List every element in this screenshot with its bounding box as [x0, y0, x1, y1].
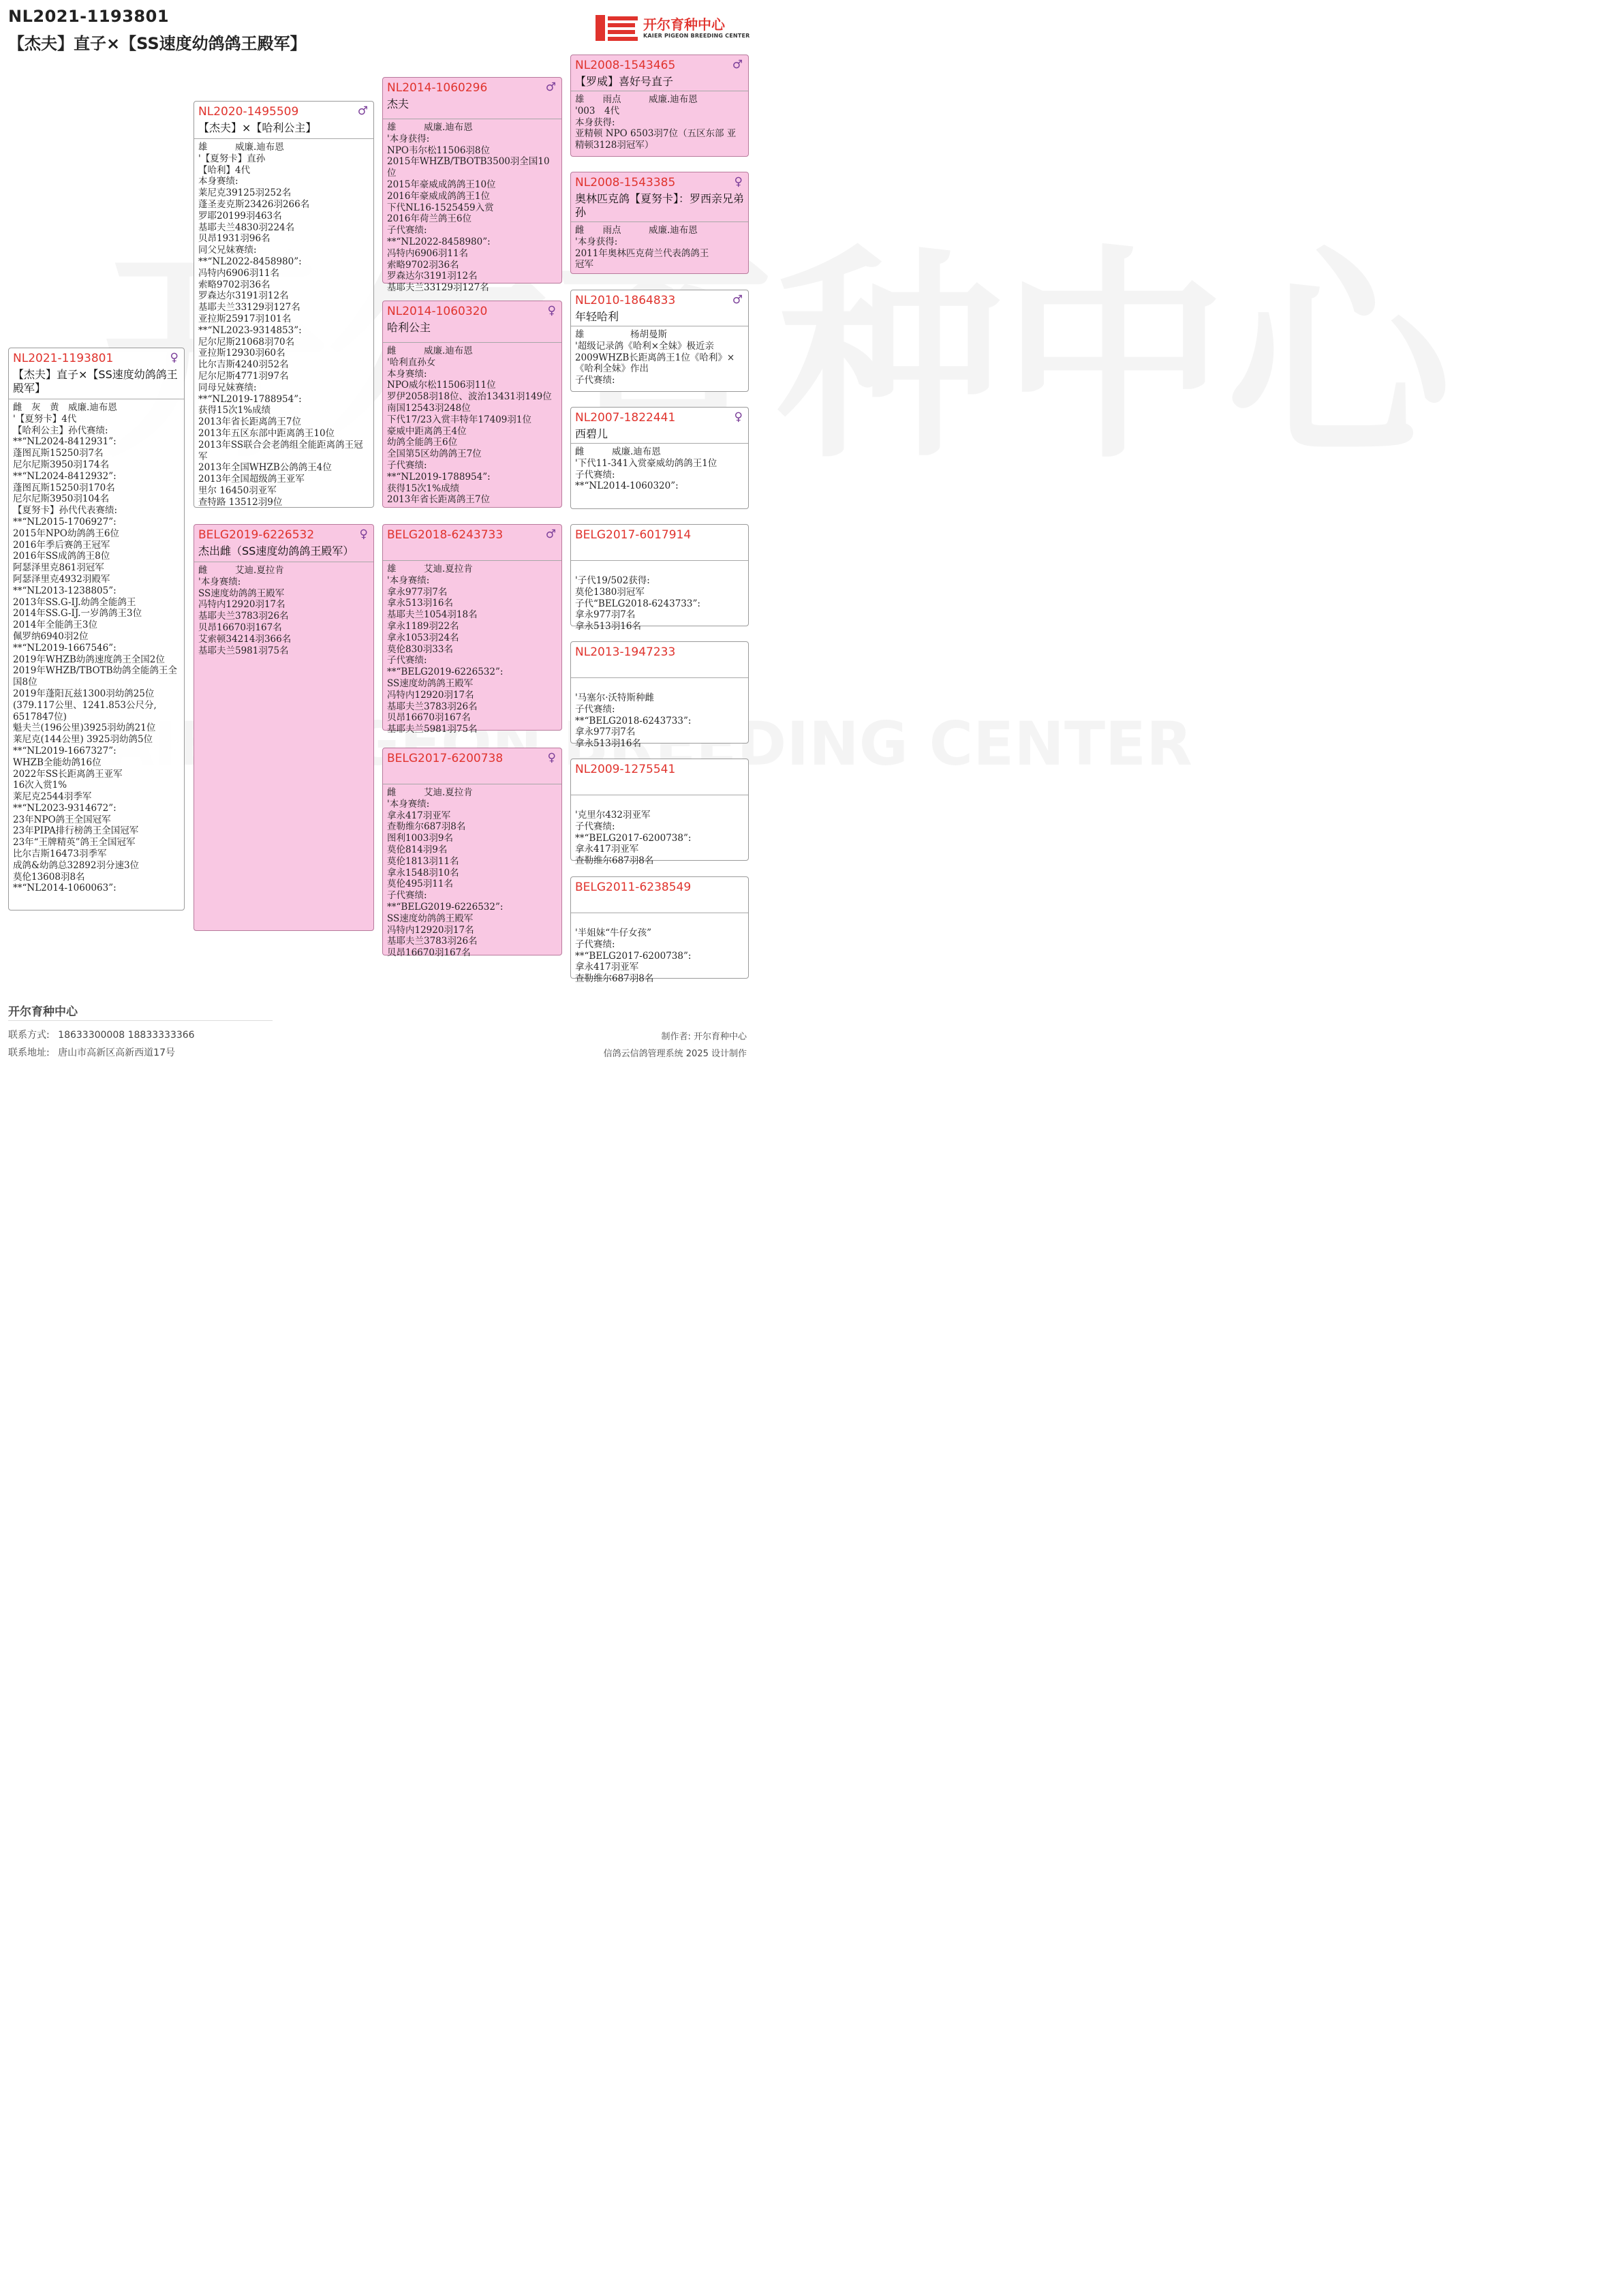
record-line: 尼尔尼斯4771羽97名 — [198, 370, 289, 382]
record-line: 子代赛绩: — [387, 890, 427, 902]
record-line: 2016年SS成鸽鸽王8位 — [13, 551, 110, 562]
pigeon-name — [383, 767, 561, 784]
card-sdd[interactable] — [570, 407, 749, 509]
record-line: '子代19/502获得: — [575, 575, 650, 586]
record-line: 索略9702羽36名 — [387, 259, 459, 271]
record-line: 2015年NPO幼鸽鸽王6位 — [13, 527, 119, 539]
record-line: 子代赛绩: — [387, 655, 427, 667]
card-sd[interactable] — [382, 301, 562, 508]
record-line: 莱尼克39125羽252名 — [198, 187, 292, 199]
ring-number: NL2013-1947233 — [575, 645, 676, 659]
record-line: 基耶夫兰4830羽224名 — [198, 221, 295, 233]
record-line: '哈利直孙女 — [387, 356, 436, 368]
record-line: 子代赛绩: — [387, 459, 427, 471]
record-line: 佩罗纳6940羽2位 — [13, 630, 89, 642]
pigeon-name — [571, 778, 748, 795]
ring-number: NL2008-1543465 — [575, 59, 676, 72]
record-line: 查勒维尔687羽8名 — [575, 973, 654, 985]
record-line: '超级记录鸽《哈利×全妹》极近亲2009WHZB长距离鸽王1位《哈利》×《哈利全妹》作出 — [575, 340, 735, 375]
record-line: 拿永977羽7名 — [387, 586, 448, 598]
record-line: 幼鸽全能鸽王6位 — [387, 437, 458, 448]
record-line: '半姐妹“牛仔女孩” — [575, 928, 652, 938]
card-dds[interactable] — [570, 759, 749, 867]
record-line: **“NL2022-8458980”: — [198, 256, 302, 267]
record-line: 拿永977羽7名 — [575, 726, 636, 738]
record-line: 全国第5区幼鸽鸽王7位 — [387, 448, 482, 460]
pigeon-name — [383, 543, 561, 560]
record-line: 查勒维尔687羽8名 — [575, 855, 654, 867]
record-line: 同父兄妹赛绩: — [198, 245, 257, 256]
record-line: '本身赛绩: — [387, 575, 430, 586]
record-line: 莱尼克(144公里) 3925羽幼鸽5位 — [13, 734, 153, 746]
record-line: 子代“BELG2018-6243733”: — [575, 598, 700, 609]
record-line: 2013年SS.G-IJ.幼鸽全能鸽王 — [13, 596, 136, 608]
card-dd[interactable] — [382, 748, 562, 959]
record-line: 16次入赏1% — [13, 780, 67, 791]
female-icon: ♀ — [734, 410, 743, 424]
record-line: 2013年省长距离鸽王7位 — [198, 416, 301, 428]
card-dam[interactable] — [194, 524, 374, 931]
record-line: 魁夫兰(196公里)3925羽幼鸽21位 — [13, 722, 156, 734]
record-line: 2016年荷兰鸽王6位 — [387, 213, 472, 225]
ring-number: NL2008-1543385 — [575, 176, 676, 189]
record-line: 拿永417羽亚军 — [575, 962, 639, 973]
record-line: 【哈利公主】孙代赛绩: — [13, 425, 108, 436]
footer-address — [8, 1045, 175, 1059]
record-line: '马塞尔·沃特斯种雌 — [575, 692, 655, 703]
pigeon-name: 【杰夫】×【哈利公主】 — [198, 121, 317, 134]
record-line: 比尔吉斯4240羽52名 — [198, 359, 289, 371]
ring-number: BELG2019-6226532 — [198, 528, 315, 542]
record-line: '本身赛绩: — [387, 798, 430, 810]
pigeon-info: 雄 威廉.迪布恩 — [387, 122, 473, 133]
female-icon: ♀ — [359, 527, 368, 541]
record-line: 查勒维尔687羽8名 — [387, 821, 466, 833]
record-line: 同母兄妹赛绩: — [198, 382, 257, 393]
record-line: 获得15次1%成绩 — [387, 483, 460, 494]
record-line: 23年“王牌精英”鸽王全国冠军 — [13, 837, 136, 848]
record-line: 查特路 13512羽9位 — [198, 496, 283, 508]
record-line: **“BELG2019-6226532”: — [387, 901, 504, 913]
record-line: 拿永513羽16名 — [575, 738, 641, 750]
pigeon-info: 雌 威廉.迪布恩 — [575, 446, 661, 457]
pigeon-info: 雌 灰 黄 威廉.迪布恩 — [13, 402, 117, 413]
record-line: 阿瑟泽里克4932羽殿军 — [13, 573, 110, 585]
pigeon-name: 西碧儿 — [575, 427, 608, 440]
record-line: 子代赛绩: — [387, 225, 427, 236]
contact-label: 联系方式: — [8, 1030, 50, 1041]
logo-name-en: KAIER PIGEON BREEDING CENTER — [643, 33, 750, 39]
record-line: 冯特内6906羽11名 — [198, 267, 280, 279]
record-line: 2022年SS长距离鸽王亚军 — [13, 768, 123, 780]
record-line: '【夏努卡】直孙 — [198, 153, 266, 164]
female-icon: ♀ — [734, 175, 743, 189]
record-line: 莫伦13608羽8名 — [13, 871, 85, 883]
record-line: **“NL2022-8458980”: — [387, 236, 491, 247]
record-line: 尼尔尼斯3950羽104名 — [13, 493, 110, 505]
card-sds[interactable] — [570, 290, 749, 392]
record-line: WHZB全能幼鸽16位 — [13, 756, 102, 768]
record-line: 子代赛绩: — [575, 703, 615, 715]
record-line: 拿永417羽亚军 — [387, 810, 451, 821]
record-line: 冯特内12920羽17名 — [387, 924, 474, 936]
record-line: 拿永1548羽10名 — [387, 867, 459, 878]
record-line: **“NL2013-1238805”: — [13, 585, 117, 596]
record-line: SS速度幼鸽鸽王殿军 — [387, 913, 474, 924]
male-icon: ♂ — [357, 104, 368, 118]
record-line: 莫伦814羽9名 — [387, 844, 448, 855]
ring-number: NL2020-1495509 — [198, 105, 299, 119]
pigeon-name — [571, 896, 748, 913]
record-line: 尼尔尼斯21068羽70名 — [198, 336, 295, 348]
record-line: 2019年蓬阳瓦兹1300羽幼鸽25位(379.117公里、1241.853公尺分, 6517847位) — [13, 688, 157, 722]
ring-number: NL2009-1275541 — [575, 763, 676, 776]
record-line: '本身获得: — [387, 133, 430, 144]
record-line: 拿永977羽7名 — [575, 609, 636, 621]
pigeon-info — [575, 916, 744, 928]
record-line: '003 4代 — [575, 105, 620, 117]
record-line: 莫伦830羽33名 — [387, 643, 453, 655]
record-line: **“NL2015-1706927”: — [13, 516, 117, 527]
record-line: 亚拉斯12930羽60名 — [198, 348, 285, 359]
record-line: 下代17/23入赏丰特年17409羽1位 — [387, 414, 531, 425]
card-dsd[interactable] — [570, 641, 749, 750]
record-line: **“BELG2017-6200738”: — [575, 950, 692, 962]
record-line: SS速度幼鸽鸽王殿军 — [387, 677, 474, 689]
pigeon-info: 雌 艾迪.夏拉肯 — [387, 787, 473, 798]
record-line: **“NL2023-9314672”: — [13, 802, 117, 814]
logo-mark-icon — [593, 12, 640, 42]
footer-system: 信鸽云信鸽管理系统 2025 设计制作 — [603, 1049, 747, 1059]
address-value: 唐山市高新区高新西道17号 — [58, 1047, 175, 1058]
record-line: 2013年省长距离鸽王7位 — [387, 494, 490, 506]
male-icon: ♂ — [732, 58, 743, 72]
record-line: 2014年全能鸽王3位 — [13, 619, 97, 631]
card-dss[interactable] — [570, 524, 749, 632]
record-line: 莫伦1813羽11名 — [387, 855, 459, 867]
record-line: **“NL2019-1667546”: — [13, 642, 117, 654]
contact-value[interactable]: 18633300008 18833333366 — [58, 1030, 195, 1041]
record-line: 子代赛绩: — [575, 938, 615, 950]
record-line: 基耶夫兰5981羽75名 — [198, 645, 289, 656]
record-line: '【夏努卡】4代 — [13, 413, 77, 425]
record-line: 子代赛绩: — [575, 375, 615, 386]
record-line: 贝昂16670羽167名 — [387, 712, 471, 724]
record-line: 蓬图瓦斯15250羽7名 — [13, 448, 104, 459]
record-line: **“NL2023-9314853”: — [198, 324, 302, 336]
record-line: SS速度幼鸽鸽王殿军 — [198, 587, 285, 599]
record-line: 南国12543羽248位 — [387, 402, 471, 414]
pigeon-info — [575, 798, 744, 810]
female-icon: ♀ — [547, 304, 556, 318]
record-line: 2014年SS.G-IJ.一岁鸽鸽王3位 — [13, 608, 142, 619]
record-line: 莫伦1380羽冠军 — [575, 586, 645, 598]
record-line: **“NL2024-8412932”: — [13, 470, 117, 482]
pedigree-page — [0, 0, 755, 1068]
record-line: 基耶夫兰3783羽26名 — [387, 936, 478, 947]
female-icon: ♀ — [547, 751, 556, 765]
pigeon-info: 雄 杨胡曼斯 — [575, 329, 667, 340]
record-line: 本身获得: — [575, 117, 615, 128]
record-line: 基耶夫兰33129羽127名 — [198, 302, 300, 313]
pigeon-info — [575, 564, 744, 575]
pigeon-info: 雄 雨点 威廉.迪布恩 — [575, 94, 698, 105]
record-line: 冯特内12920羽17名 — [198, 599, 285, 611]
record-line: **“NL2014-1060063”: — [13, 883, 117, 894]
record-line: 尼尔尼斯3950羽174名 — [13, 459, 110, 470]
record-line: 阿瑟泽里克861羽冠军 — [13, 562, 104, 574]
pigeon-name — [571, 543, 748, 560]
record-line: 里尔 16450羽亚军 — [198, 485, 277, 496]
record-line: 冯特内12920羽17名 — [387, 689, 474, 701]
ring-number: NL2007-1822441 — [575, 411, 676, 425]
ring-number: NL2010-1864833 — [575, 294, 676, 307]
record-line: 2019年WHZB/TBOTB幼鸽全能鸽王全国8位 — [13, 665, 178, 688]
record-line: 亚精顿 NPO 6503羽7位（五区东部 亚精顿3128羽冠军） — [575, 128, 737, 151]
record-line: 蓬圣麦克斯23426羽266名 — [198, 198, 310, 210]
pigeon-name — [571, 660, 748, 677]
ring-number: BELG2018-6243733 — [387, 528, 504, 542]
record-line: 拿永1053羽24名 — [387, 632, 459, 643]
record-line: 子代赛绩: — [575, 469, 615, 480]
record-line: NPO韦尔松11506羽8位 — [387, 144, 490, 156]
male-icon: ♂ — [545, 527, 556, 541]
pigeon-info: 雄 威廉.迪布恩 — [198, 142, 284, 153]
record-line: 2016年豪威成鸽鸽王1位 — [387, 190, 490, 202]
record-line: 罗耶20199羽463名 — [198, 210, 282, 221]
record-line: 基耶夫兰5981羽75名 — [387, 724, 478, 735]
pigeon-info — [575, 681, 744, 692]
pigeon-name: 奥林匹克鸽【夏努卡】：罗西亲兄弟孙 — [575, 192, 745, 219]
pigeon-info: 雌 艾迪.夏拉肯 — [198, 565, 284, 576]
record-line: '本身赛绩: — [198, 576, 241, 587]
card-subject[interactable] — [8, 348, 185, 910]
record-line: **“NL2014-1060320”: — [575, 480, 679, 492]
address-label: 联系地址: — [8, 1047, 50, 1058]
record-line: 拿永513羽16名 — [575, 621, 641, 632]
record-line: 2013年五区东部中距离鸽王10位 — [198, 427, 335, 439]
record-line: 蓬图瓦斯15250羽170名 — [13, 482, 115, 493]
record-line: 23年NPO鸽王全国冠军 — [13, 814, 111, 825]
header-title: 【杰夫】直子×【SS速度幼鸽鸽王殿军】 — [8, 34, 307, 53]
record-line: 豪威中距离鸽王4位 — [387, 425, 467, 437]
record-line: 基耶夫兰33129羽127名 — [387, 282, 489, 294]
record-line: 子代赛绩: — [575, 821, 615, 832]
record-line: 贝昂16670羽167名 — [387, 947, 471, 959]
card-sss[interactable] — [570, 55, 749, 157]
record-line: **“NL2019-1788954”: — [387, 471, 491, 483]
record-line: '本身获得: — [575, 236, 618, 247]
record-line: 23年PIPA排行榜鸽王全国冠军 — [13, 825, 139, 837]
pigeon-info: 雌 雨点 威廉.迪布恩 — [575, 225, 698, 236]
card-ddd[interactable] — [570, 876, 749, 985]
card-ssd[interactable] — [570, 172, 749, 274]
pigeon-name: 【杰夫】直子×【SS速度幼鸽鸽王殿军】 — [13, 368, 178, 395]
record-line: **“BELG2017-6200738”: — [575, 832, 692, 844]
footer-contact — [8, 1028, 195, 1041]
record-line: 获得15次1%成绩 — [198, 405, 271, 416]
record-line: 基耶夫兰1054羽18名 — [387, 609, 478, 621]
record-line: 图利1003羽9名 — [387, 833, 453, 844]
record-line: 基耶夫兰3783羽26名 — [387, 701, 478, 712]
card-ss[interactable] — [382, 77, 562, 294]
pigeon-name: 杰夫 — [387, 97, 409, 110]
record-line: 冠军 — [575, 259, 593, 271]
record-line: 【夏努卡】孙代代表赛绩: — [13, 505, 118, 517]
record-line: 基耶夫兰3783羽26名 — [198, 611, 289, 622]
card-ds[interactable] — [382, 524, 562, 735]
ring-number: NL2014-1060320 — [387, 305, 488, 318]
record-line: 本身赛绩: — [387, 368, 427, 380]
record-line: '克里尔432羽亚军 — [575, 810, 651, 821]
male-icon: ♂ — [545, 80, 556, 94]
record-line: 贝昂1931羽96名 — [198, 233, 270, 245]
ring-number: BELG2011-6238549 — [575, 881, 692, 894]
record-line: 艾索顿34214羽366名 — [198, 633, 292, 645]
ring-number: BELG2017-6200738 — [387, 752, 504, 765]
footer-title: 开尔育种中心 — [8, 1005, 78, 1019]
ring-number: NL2014-1060296 — [387, 81, 488, 95]
female-icon: ♀ — [170, 351, 179, 365]
record-line: 莫伦495羽11名 — [387, 878, 453, 890]
record-line: 索略9702羽36名 — [198, 279, 270, 290]
record-line: 2013年全国WHZB公鸽鸽王4位 — [198, 462, 332, 474]
record-line: 2019年WHZB幼鸽速度鸽王全国2位 — [13, 654, 165, 665]
pigeon-name: 杰出雌（SS速度幼鸽鸽王殿军） — [198, 545, 354, 557]
record-line: **“BELG2018-6243733”: — [575, 715, 692, 726]
pigeon-name: 哈利公主 — [387, 321, 431, 334]
header-ring: NL2021-1193801 — [8, 7, 170, 26]
ring-number: BELG2017-6017914 — [575, 528, 692, 542]
male-icon: ♂ — [732, 293, 743, 307]
card-sire[interactable] — [194, 101, 374, 508]
record-line: NPO威尔松11506羽11位 — [387, 380, 496, 391]
record-line: 2013年全国超级鸽王亚军 — [198, 474, 305, 485]
record-line: 罗伊2058羽18位、波治13431羽149位 — [387, 391, 552, 403]
logo — [593, 12, 749, 45]
record-line: 2015年WHZB/TBOTB3500羽全国10位 — [387, 156, 550, 179]
record-line: 比尔吉斯16473羽季军 — [13, 848, 107, 860]
record-line: 2015年豪威成鸽鸽王10位 — [387, 179, 496, 190]
footer-maker: 制作者: 开尔育种中心 — [661, 1032, 747, 1042]
record-line: 亚拉斯25917羽101名 — [198, 313, 292, 324]
record-line: 冯特内6906羽11名 — [387, 247, 469, 259]
record-line: 2016年季后赛鸽王冠军 — [13, 539, 110, 551]
record-line: **“BELG2019-6226532”: — [387, 667, 504, 678]
record-line: 本身赛绩: — [198, 176, 238, 187]
record-line: 2013年SS联合会老鸽组全能距离鸽王冠军 — [198, 439, 363, 462]
record-line: 拿永417羽亚军 — [575, 844, 639, 855]
record-line: 拿永1189羽22名 — [387, 620, 459, 632]
logo-name-cn: 开尔育种中心 — [643, 16, 725, 33]
record-line: 莱尼克2544羽季军 — [13, 791, 92, 803]
pigeon-name: 【罗威】喜好号直子 — [575, 75, 674, 88]
pigeon-info: 雌 威廉.迪布恩 — [387, 346, 473, 356]
record-line: **“NL2019-1788954”: — [198, 393, 302, 405]
record-line: '下代11-341入赏豪威幼鸽鸽王1位 — [575, 457, 717, 469]
record-line: 2011年奥林匹克荷兰代表鸽鸽王 — [575, 247, 709, 259]
record-line: 【哈利】4代 — [198, 164, 251, 176]
record-line: 贝昂16670羽167名 — [198, 622, 282, 633]
ring-number: NL2021-1193801 — [13, 352, 114, 365]
record-line: 成鸽&幼鸽总32892羽分速3位 — [13, 859, 140, 871]
pigeon-name: 年轻哈利 — [575, 310, 619, 323]
footer-divider — [8, 1020, 273, 1021]
pigeon-info: 雄 艾迪.夏拉肯 — [387, 564, 473, 575]
record-line: 拿永513羽16名 — [387, 598, 453, 609]
record-line: 罗森达尔3191羽12名 — [198, 290, 289, 302]
record-line: **“NL2024-8412931”: — [13, 436, 117, 448]
record-line: 罗森达尔3191羽12名 — [387, 271, 478, 282]
record-line: **“NL2019-1667327”: — [13, 745, 117, 756]
record-line: 下代NL16-1525459入赏 — [387, 202, 494, 213]
